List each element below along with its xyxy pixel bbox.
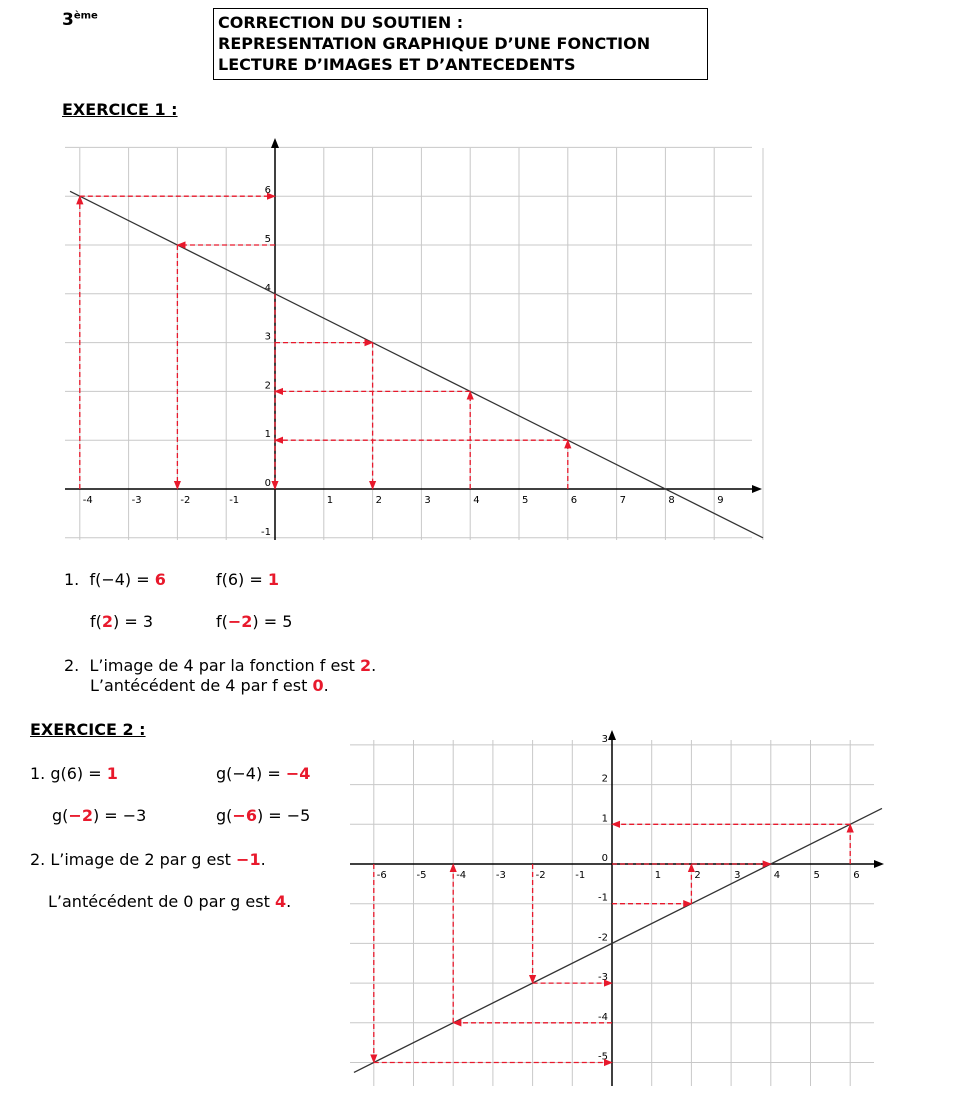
x-tick-label: 2	[375, 495, 382, 506]
y-tick-label: 0	[264, 478, 271, 489]
x-tick-label: -5	[416, 870, 427, 881]
x-tick-label: 5	[813, 870, 820, 881]
y-tick-label: -3	[598, 972, 608, 984]
y-tick-label: -1	[261, 526, 271, 538]
ex2-q2-image: 2. L’image de 2 par g est −1.	[30, 850, 266, 869]
ex2-q1-gm6: g(−6) = −5	[216, 806, 311, 825]
ex1-q1-f2: f(2) = 3	[90, 612, 154, 631]
title-line-2: REPRESENTATION GRAPHIQUE D’UNE FONCTION	[218, 34, 651, 53]
y-tick-label: -5	[598, 1051, 608, 1063]
y-axis-arrowhead	[608, 730, 616, 740]
y-tick-label: -4	[598, 1011, 608, 1023]
ex1-q1-f6: f(6) = 1	[216, 570, 280, 589]
function-line	[354, 808, 882, 1072]
y-tick-label: 3	[264, 331, 271, 343]
x-tick-label: 3	[734, 870, 741, 881]
y-tick-label: 3	[601, 733, 608, 745]
ex1-q2-antecedent: L’antécédent de 4 par f est 0.	[90, 676, 329, 695]
y-tick-label: 5	[264, 234, 271, 245]
x-tick-label: -1	[229, 495, 240, 506]
ex1-q2-image: 2. L’image de 4 par la fonction f est 2.	[64, 656, 377, 675]
y-tick-label: -2	[598, 932, 608, 944]
x-tick-label: 7	[619, 495, 626, 506]
exercise-2-title: EXERCICE 2 :	[30, 720, 146, 739]
x-tick-label: 4	[473, 495, 480, 506]
graph-exercise-1	[60, 140, 770, 545]
function-line	[70, 191, 763, 537]
y-tick-label: 4	[264, 282, 271, 294]
x-tick-label: -3	[131, 495, 142, 506]
x-tick-label: 6	[570, 495, 578, 506]
title-line-3: LECTURE D’IMAGES ET D’ANTECEDENTS	[218, 55, 576, 74]
ex2-q1-gm4: g(−4) = −4	[216, 764, 311, 783]
x-tick-label: 3	[424, 495, 431, 506]
title-box	[213, 8, 708, 80]
title-line-1: CORRECTION DU SOUTIEN :	[218, 13, 464, 32]
x-tick-label: 5	[522, 495, 529, 506]
y-tick-label: 1	[601, 813, 608, 825]
x-tick-label: -2	[180, 495, 191, 506]
x-tick-label: -4	[456, 870, 467, 881]
x-tick-label: -1	[575, 870, 586, 881]
x-tick-label: 1	[326, 495, 334, 506]
y-tick-label: 2	[264, 380, 271, 392]
x-tick-label: -2	[535, 870, 546, 881]
y-tick-label: 6	[264, 185, 271, 197]
x-tick-label: 6	[853, 870, 860, 881]
x-tick-label: 4	[773, 870, 781, 881]
y-tick-label: 1	[264, 429, 271, 441]
y-axis-arrowhead	[271, 138, 279, 148]
ex2-q2-antecedent: L’antécédent de 0 par g est 4.	[48, 892, 292, 911]
x-tick-label: 1	[654, 870, 662, 881]
ex2-q1-g6: 1. g(6) = 1	[30, 764, 118, 783]
grade-label: 3ème	[62, 10, 98, 30]
y-tick-label: 2	[601, 773, 608, 785]
x-tick-label: 9	[717, 495, 724, 506]
exercise-1-title: EXERCICE 1 :	[62, 100, 178, 119]
ex1-q1-line1: 1. f(−4) = 6	[64, 570, 166, 589]
x-axis-arrowhead	[874, 860, 884, 868]
y-tick-label: 0	[601, 853, 608, 864]
x-axis-arrowhead	[752, 485, 762, 493]
ex2-q1-gm2: g(−2) = −3	[52, 806, 147, 825]
x-tick-label: 8	[668, 495, 675, 506]
y-tick-label: -1	[598, 892, 608, 904]
x-tick-label: -4	[82, 495, 93, 506]
graph-exercise-2	[350, 728, 890, 1090]
ex1-q1-fm2: f(−2) = 5	[216, 612, 293, 631]
x-tick-label: 2	[694, 870, 701, 881]
x-tick-label: -6	[376, 870, 387, 881]
x-tick-label: -3	[495, 870, 506, 881]
